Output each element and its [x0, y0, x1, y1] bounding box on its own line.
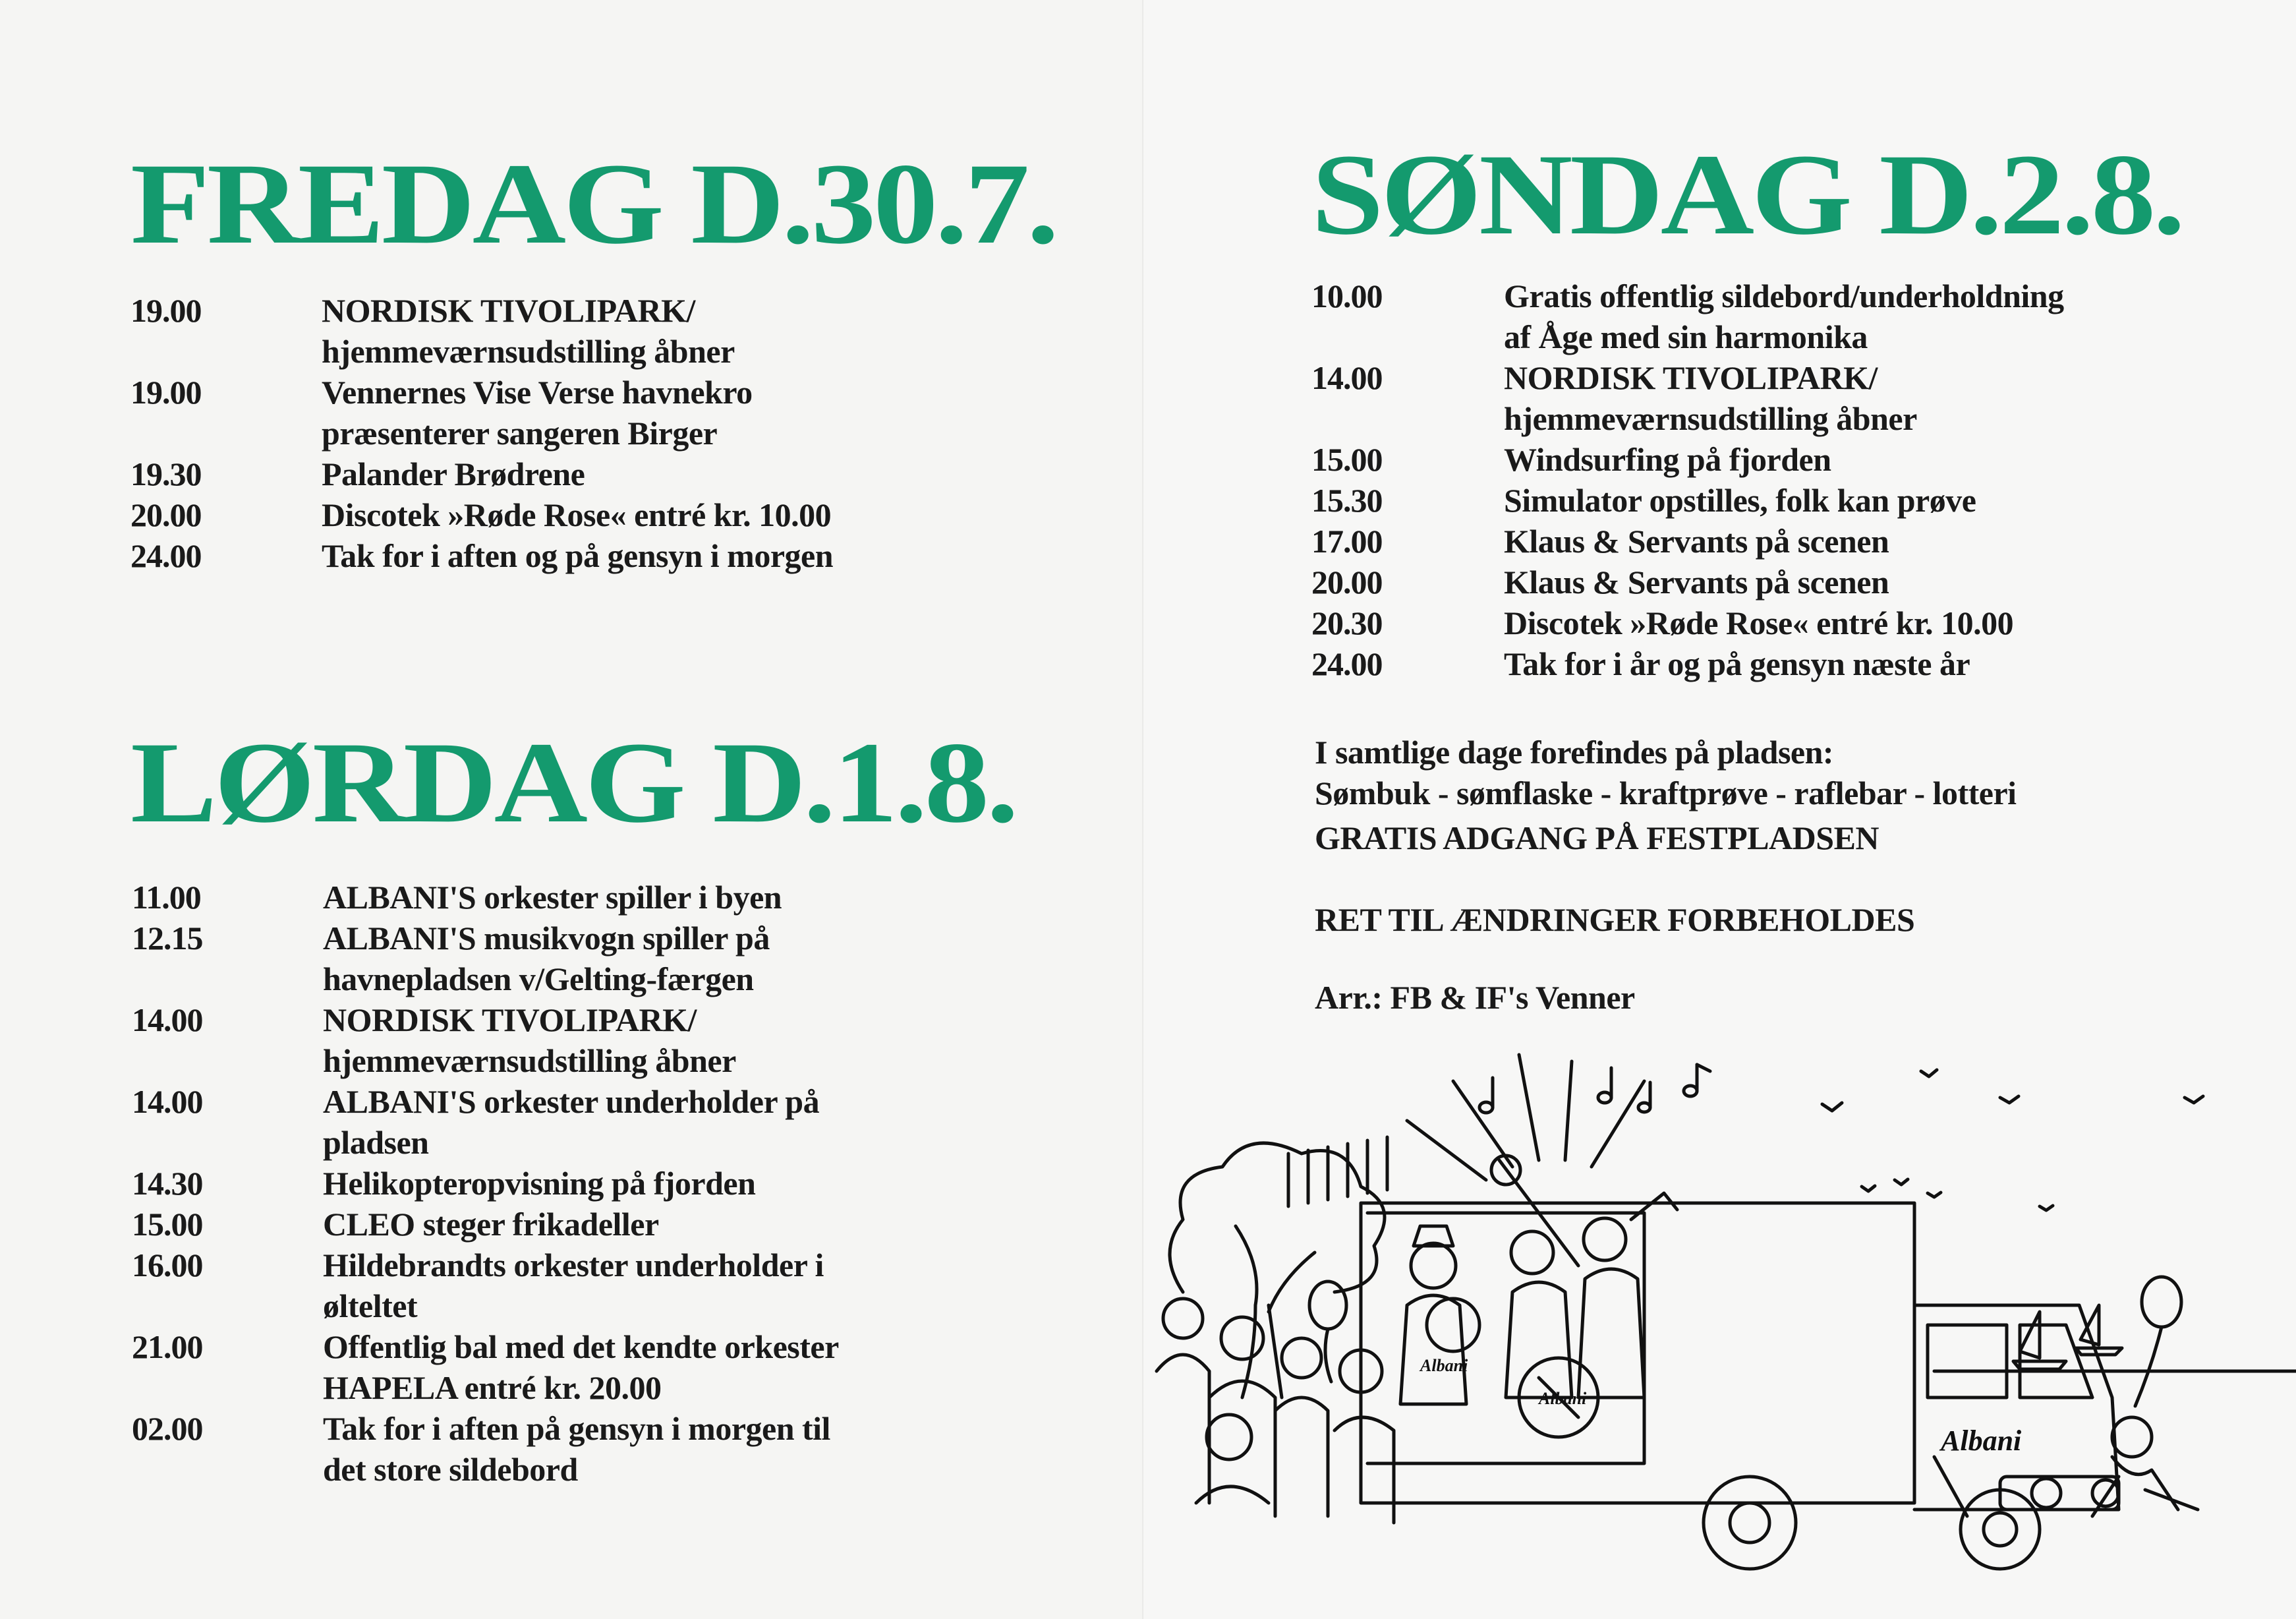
event-text: Windsurfing på fjorden [1504, 441, 1831, 478]
schedule-row [132, 999, 839, 1081]
event-text: Hildebrandts orkester underholder i ølteltet [323, 1247, 824, 1324]
schedule-row [132, 1245, 839, 1326]
event-text: Discotek »Røde Rose« entré kr. 10.00 [322, 496, 832, 533]
event-text: Gratis offentlig sildebord/underholdning af Åge med sin harmonika [1504, 278, 2064, 355]
event-time: 19.30 [130, 456, 202, 492]
event-text: Simulator opstilles, folk kan prøve [1504, 482, 1976, 519]
schedule-row [1311, 276, 2064, 357]
schedule-row [130, 290, 833, 372]
daily-intro: I samtlige dage forefindes på pladsen: [1315, 734, 1834, 771]
event-text: Klaus & Servants på scenen [1504, 523, 1889, 560]
event-text: NORDISK TIVOLIPARK/ hjemmeværnsudstilling åbner [1504, 359, 1917, 437]
event-time: 24.00 [1311, 645, 1383, 682]
event-time: 14.00 [1311, 359, 1383, 396]
schedule-row [1311, 643, 2064, 684]
schedule-row [1311, 603, 2064, 643]
event-text: Tak for i aften og på gensyn i morgen [322, 537, 834, 574]
event-time: 14.30 [132, 1165, 203, 1202]
schedule-sondag [1311, 276, 2064, 684]
event-time: 15.30 [1311, 482, 1383, 519]
event-time: 20.00 [130, 496, 202, 533]
organizer-note: Arr.: FB & IF's Venner [1315, 979, 1635, 1016]
event-time: 15.00 [132, 1206, 203, 1243]
schedule-row [132, 1204, 839, 1245]
schedule-row [132, 918, 839, 999]
event-text: NORDISK TIVOLIPARK/ hjemmeværnsudstilling åbner [322, 292, 735, 370]
event-time: 19.00 [130, 374, 202, 411]
heading-fredag: FREDAG D.30.7. [130, 140, 1056, 268]
schedule-row [130, 535, 833, 576]
event-time: 10.00 [1311, 278, 1383, 314]
event-time: 20.30 [1311, 604, 1383, 641]
schedule-fredag [130, 290, 833, 576]
event-time: 19.00 [130, 292, 202, 329]
event-text: Vennernes Vise Verse havnekro præsenterer sangeren Birger [322, 374, 753, 452]
event-time: 11.00 [132, 879, 201, 916]
schedule-row [130, 494, 833, 535]
event-time: 17.00 [1311, 523, 1383, 560]
crowd [1157, 1299, 1394, 1523]
event-time: 15.00 [1311, 441, 1383, 478]
truck [1361, 1203, 2119, 1569]
music-note-icon [1479, 1065, 1710, 1113]
event-text: ALBANI'S orkester spiller i byen [323, 879, 782, 916]
schedule-row [1311, 480, 2064, 521]
free-entry-note: GRATIS ADGANG PÅ FESTPLADSEN [1315, 819, 1880, 856]
heading-lordag: LØRDAG D.1.8. [130, 719, 1016, 847]
schedule-row [1311, 562, 2064, 603]
event-time: 02.00 [132, 1410, 203, 1447]
event-text: ALBANI'S orkester underholder på pladsen [323, 1083, 820, 1161]
schedule-row [1311, 357, 2064, 439]
tree [1170, 1143, 1385, 1398]
schedule-row [132, 1163, 839, 1204]
event-time: 14.00 [132, 1083, 203, 1120]
event-text: Palander Brødrene [322, 456, 585, 492]
event-time: 12.15 [132, 920, 203, 957]
event-text: Tak for i aften på gensyn i morgen til det store sildebord [323, 1410, 830, 1488]
schedule-row [1311, 439, 2064, 480]
event-text: Tak for i år og på gensyn næste år [1504, 645, 1970, 682]
event-text: Helikopteropvisning på fjorden [323, 1165, 756, 1202]
truck-logo: Albani [1941, 1425, 2022, 1457]
heading-sondag: SØNDAG D.2.8. [1311, 131, 2183, 259]
schedule-lordag [132, 877, 839, 1490]
running-child [2092, 1417, 2198, 1516]
event-text: Discotek »Røde Rose« entré kr. 10.00 [1504, 604, 2014, 641]
event-text: NORDISK TIVOLIPARK/ hjemmeværnsudstilling åbner [323, 1001, 736, 1079]
event-text: ALBANI'S musikvogn spiller på havnepladsen v/Gelting-færgen [323, 920, 770, 997]
sailboat-icon [1934, 1305, 2296, 1371]
event-text: Klaus & Servants på scenen [1504, 564, 1889, 601]
event-time: 21.00 [132, 1328, 203, 1365]
event-text: CLEO steger frikadeller [323, 1206, 659, 1243]
sign-logo: Albani [1420, 1356, 1468, 1375]
drum-logo: Albani [1539, 1389, 1587, 1408]
schedule-row [132, 1081, 839, 1163]
schedule-row [132, 877, 839, 918]
daily-activities: Sømbuk - sømflaske - kraftprøve - raflebar - lotteri [1315, 775, 2017, 811]
schedule-row [132, 1326, 839, 1408]
band-truck-illustration [1143, 1028, 2296, 1608]
event-text: Offentlig bal med det kendte orkester HAPELA entré kr. 20.00 [323, 1328, 839, 1406]
event-time: 24.00 [130, 537, 202, 574]
schedule-row [130, 454, 833, 494]
music-burst [1407, 1055, 1644, 1180]
schedule-row [1311, 521, 2064, 562]
schedule-row [132, 1408, 839, 1490]
event-time: 14.00 [132, 1001, 203, 1038]
changes-disclaimer: RET TIL ÆNDRINGER FORBEHOLDES [1315, 901, 1915, 938]
event-time: 20.00 [1311, 564, 1383, 601]
schedule-row [130, 372, 833, 454]
event-time: 16.00 [132, 1247, 203, 1283]
bird-icon [1822, 1070, 2203, 1210]
